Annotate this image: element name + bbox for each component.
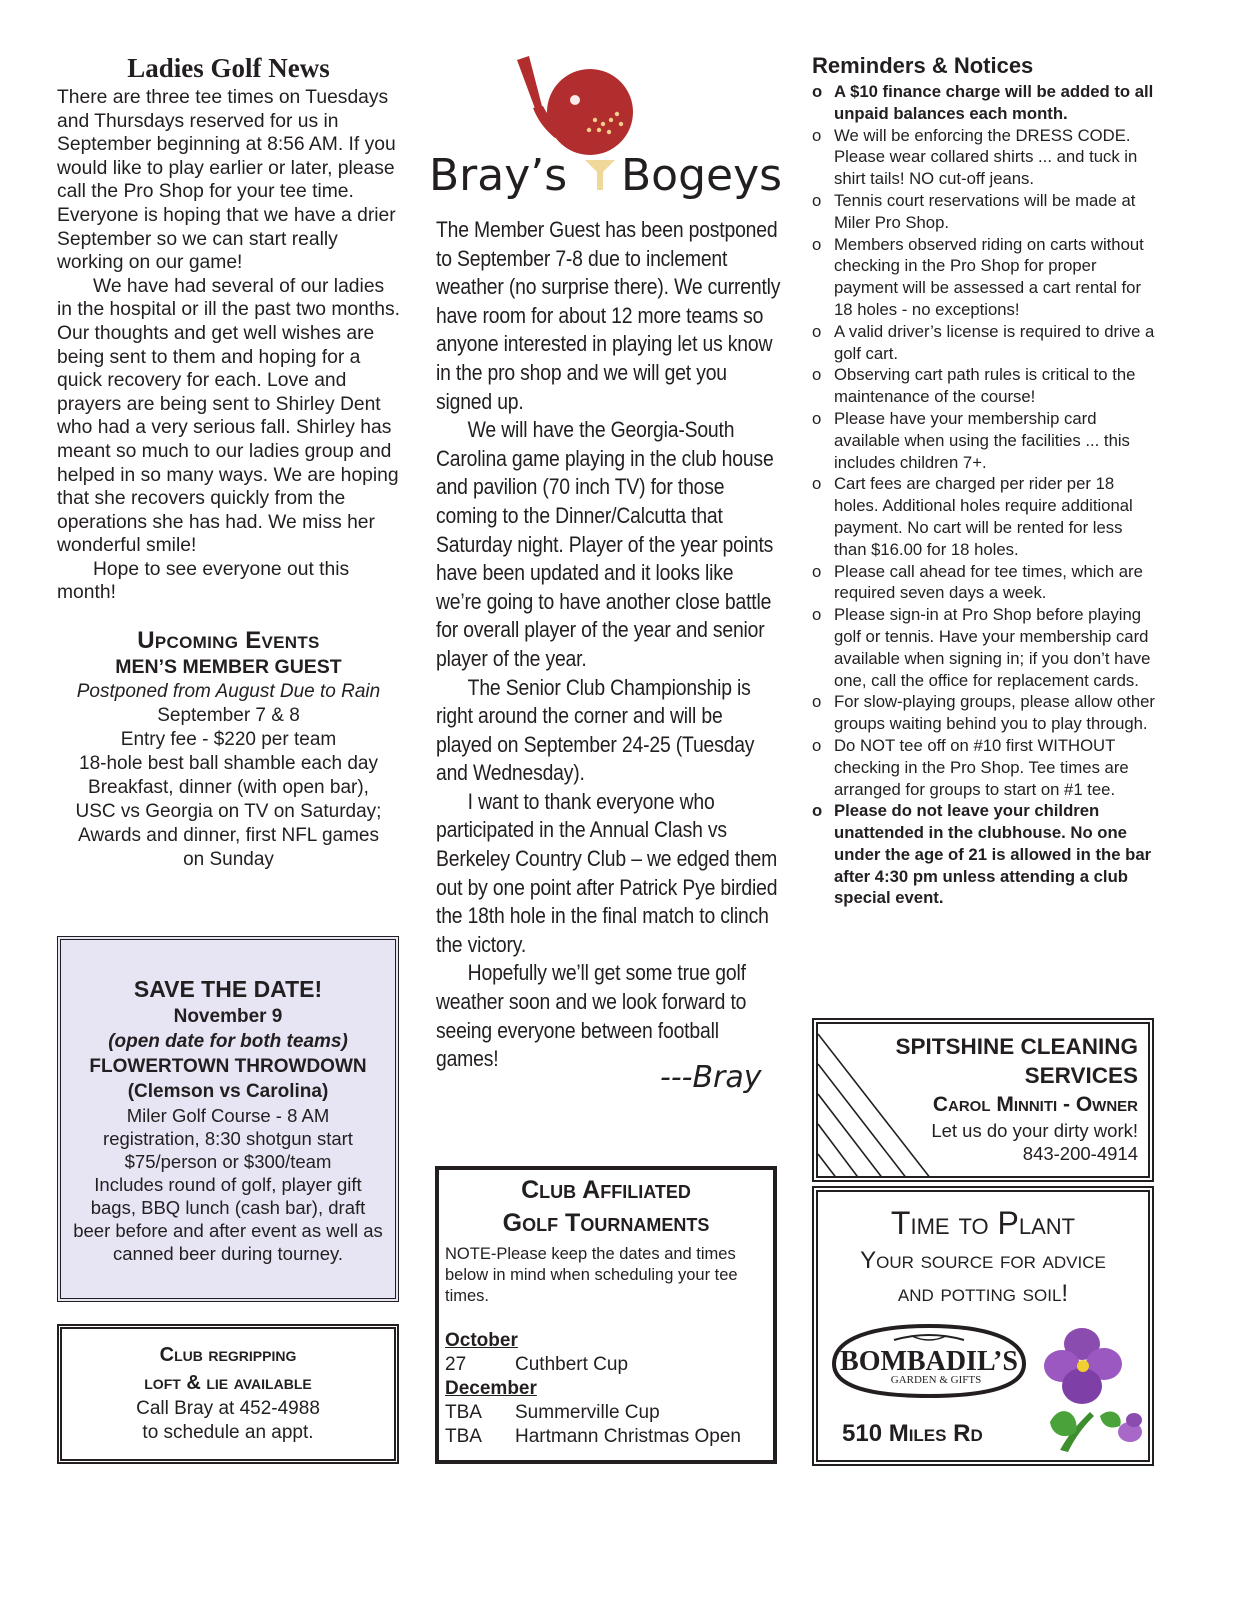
tournament-row (445, 1401, 767, 1425)
regrip-call-line: Call Bray at 452-4988 (136, 1398, 320, 1419)
club-affiliated-tournaments-box (435, 1166, 777, 1464)
bullet: o (812, 321, 822, 341)
reminder-text: We will be enforcing the DRESS CODE. Please wear collared shirts ... and tuck in shirt tails! NO cut-off jeans. (834, 125, 1138, 189)
reminder-text: Please call ahead for tee times, which are required seven days a week. (834, 561, 1143, 603)
bullet: o (812, 82, 823, 101)
reminder-text: A valid driver’s license is required to drive a golf cart. (834, 321, 1155, 363)
save-the-date-note: (open date for both teams) (108, 1031, 348, 1052)
save-the-date-title: SAVE THE DATE! (133, 976, 323, 1002)
brand-sub: GARDEN & GIFTS (890, 1374, 982, 1386)
reminder-item (812, 190, 1157, 234)
bullet: o (812, 735, 822, 755)
spitshine-owner: Carol Minniti - Owner (932, 1093, 1138, 1116)
reminders-column (812, 52, 1157, 909)
save-the-date-event: FLOWERTOWN THROWDOWN (89, 1056, 367, 1077)
bray-paragraph-5: Hopefully we’ll get some true golf weather soon and we look forward to seeing everyone between football games! (436, 960, 747, 1072)
logo-text-left: Bray’s (429, 150, 568, 201)
tournaments-title-1: Club Affiliated (521, 1176, 691, 1204)
upcoming-events-title: Upcoming Events (137, 627, 320, 655)
bray-signature: ---Bray (660, 1060, 762, 1095)
save-the-date-line: canned beer during tourney. (112, 1243, 344, 1264)
tournament-date: 27 (445, 1354, 467, 1375)
save-the-date-line: Miler Golf Course - 8 AM (126, 1105, 330, 1126)
logo-text-right: Bogeys (621, 150, 783, 201)
bullet: o (812, 692, 822, 712)
ladies-paragraph-1: There are three tee times on Tuesdays and Thursdays reserved for us in September beginning at 8:56 AM. If you would like to play earlier or later, please call the Pro Shop for your tee time. Everyone is hoping that we have a drier September so we can start really working on our game! (57, 87, 396, 274)
bombadils-logo (824, 1320, 1034, 1402)
spitshine-title-2: SERVICES (1024, 1063, 1138, 1088)
save-the-date-teams: (Clemson vs Carolina) (127, 1081, 329, 1102)
reminder-item (812, 81, 1157, 125)
brays-bogeys-column (436, 216, 781, 1074)
bombadils-logo-icon (824, 1320, 1034, 1402)
reminder-item (812, 800, 1157, 909)
tournaments-title-2: Golf Tournaments (502, 1209, 710, 1237)
bullet: o (812, 801, 823, 821)
club-regripping-box (57, 1324, 399, 1464)
save-the-date-line: bags, BBQ lunch (cash bar), draft (90, 1197, 366, 1218)
event-line: Entry fee - $220 per team (120, 729, 337, 751)
reminder-item (812, 125, 1157, 190)
tournament-month: October (445, 1330, 518, 1351)
reminder-item (812, 234, 1157, 321)
tournament-month: December (445, 1378, 537, 1399)
tournament-name: Cuthbert Cup (515, 1354, 629, 1375)
event-line: on Sunday (183, 849, 274, 871)
reminder-item (812, 321, 1157, 365)
bray-paragraph-4: I want to thank everyone who participated in the Annual Clash vs Berkeley Country Club – we edged them out by one point after Patrick Pye birdied the 18th hole in the final match to clinch the victory. (436, 788, 778, 957)
reminder-text: Do NOT tee off on #10 first WITHOUT checking in the Pro Shop. Tee times are arranged for groups to start on #1 tee. (834, 735, 1129, 799)
reminder-text: Observing cart path rules is critical to the maintenance of the course! (834, 365, 1136, 407)
ladies-golf-news-body (57, 86, 400, 605)
brand-name: BOMBADIL’S (840, 1346, 1018, 1377)
reminder-text: Please sign-in at Pro Shop before playing golf or tennis. Have your membership card available when signing in; if you don’t have one, call the office for replacement cards. (834, 605, 1151, 690)
event-line: September 7 & 8 (157, 705, 300, 727)
plant-address: 510 Miles Rd (842, 1420, 983, 1447)
tournament-row (445, 1425, 767, 1449)
event-line: Awards and dinner, first NFL games (78, 825, 379, 847)
spitshine-phone: 843-200-4914 (1022, 1143, 1138, 1164)
reminders-list (812, 81, 1157, 909)
event-line: 18-hole best ball shamble each day (79, 753, 378, 775)
reminder-text: Cart fees are charged per rider per 18 holes. Additional holes require additional payment. No cart will be rented for less than $16.00 for 18 holes. (834, 474, 1133, 559)
event-line: USC vs Georgia on TV on Saturday; (75, 801, 382, 823)
tournament-date: TBA (445, 1402, 482, 1423)
ladies-paragraph-2: We have had several of our ladies in the hospital or ill the past two months. Our thoughts and get well wishes are being sent to them and hoping for a quick recovery for each. Love and prayers are being sent to Shirley Dent who had a very serious fall. Shirley has meant so much to our ladies group and helped in so many ways. We are hoping that she recovers quickly from the operations she has had. We miss her wonderful smile! (57, 275, 400, 557)
save-the-date-line: $75/person or $300/team (124, 1151, 332, 1172)
reminder-item (812, 691, 1157, 735)
plant-line-2: and potting soil! (897, 1280, 1069, 1307)
spitshine-title: SPITSHINE CLEANING (895, 1034, 1138, 1059)
spitshine-cleaning-ad (812, 1018, 1154, 1182)
bullet: o (812, 365, 822, 385)
tournament-name: Summerville Cup (515, 1402, 660, 1423)
tournaments-note: NOTE-Please keep the dates and times below in mind when scheduling your tee times. (445, 1245, 738, 1305)
save-the-date-line: registration, 8:30 shotgun start (103, 1128, 353, 1149)
violet-flower-icon (1040, 1322, 1150, 1452)
brays-bogeys-logo (425, 52, 785, 212)
ladies-paragraph-3: Hope to see everyone out this month! (57, 558, 350, 604)
bullet: o (812, 474, 822, 494)
reminder-text: Please have your membership card available when using the facilities ... this includes children 7+. (834, 408, 1130, 472)
reminder-item (812, 473, 1157, 560)
tournament-name: Hartmann Christmas Open (515, 1426, 741, 1447)
event-line: Breakfast, dinner (with open bar), (88, 777, 369, 799)
upcoming-events (57, 627, 400, 872)
plant-line-1: Your source for advice (860, 1247, 1106, 1274)
reminder-item (812, 408, 1157, 473)
tournament-row (445, 1353, 767, 1377)
bullet: o (812, 234, 822, 254)
time-to-plant-ad (812, 1186, 1154, 1466)
save-the-date-box (57, 936, 399, 1302)
bray-paragraph-2: We will have the Georgia-South Carolina game playing in the club house and pavilion (70 inch TV) for those coming to the Dinner/Calcutta that Saturday night. Player of the year points have been updated and it looks like we’re going to have another close battle for overall player of the year and senior player of the year. (436, 417, 774, 671)
reminder-text: Members observed riding on carts without checking in the Pro Shop for proper payment will be assessed a cart rental for 18 holes - no exceptions! (834, 234, 1144, 319)
spitshine-text (895, 1032, 1138, 1165)
tournament-date: TBA (445, 1426, 482, 1447)
ladies-golf-news-column (57, 52, 400, 872)
reminder-text: For slow-playing groups, please allow other groups waiting behind you to play through. (834, 692, 1155, 734)
bray-paragraph-1: The Member Guest has been postponed to September 7-8 due to inclement weather (no surprise there). We currently have room for about 12 more teams so anyone interested in playing let us know in the pro shop and we will get you signed up. (436, 217, 781, 414)
reminder-item (812, 735, 1157, 800)
reminder-text: A $10 finance charge will be added to all unpaid balances each month. (834, 82, 1154, 123)
bullet: o (812, 190, 822, 210)
reminder-item (812, 364, 1157, 408)
bullet: o (812, 605, 822, 625)
reminder-item (812, 604, 1157, 691)
bullet: o (812, 408, 822, 428)
reminders-title: Reminders & Notices (812, 53, 1034, 78)
ladies-golf-news-title: Ladies Golf News (127, 53, 330, 83)
spitshine-tagline: Let us do your dirty work! (931, 1120, 1138, 1141)
reminder-item (812, 561, 1157, 605)
bullet: o (812, 125, 822, 145)
save-the-date-line: beer before and after event as well as (73, 1220, 383, 1241)
reminder-text: Please do not leave your children unattended in the clubhouse. No one under the age of 21 is allowed in the bar after 4:30 pm unless attending a club special event. (834, 801, 1152, 908)
save-the-date-line: Includes round of golf, player gift (94, 1174, 362, 1195)
golf-ball-club-logo-icon (425, 52, 785, 212)
save-the-date-date: November 9 (173, 1006, 283, 1027)
member-guest-heading: MEN’S MEMBER GUEST (115, 656, 342, 679)
plant-title: Time to Plant (890, 1205, 1076, 1241)
postponed-note: Postponed from August Due to Rain (76, 681, 381, 703)
reminder-text: Tennis court reservations will be made at Miler Pro Shop. (834, 190, 1136, 232)
regrip-subheading: loft & lie available (144, 1372, 312, 1394)
regrip-appt-line: to schedule an appt. (142, 1422, 314, 1443)
regrip-heading: Club regripping (159, 1344, 297, 1366)
bullet: o (812, 561, 822, 581)
bray-paragraph-3: The Senior Club Championship is right around the corner and will be played on September 24-25 (Tuesday and Wednesday). (436, 674, 755, 786)
